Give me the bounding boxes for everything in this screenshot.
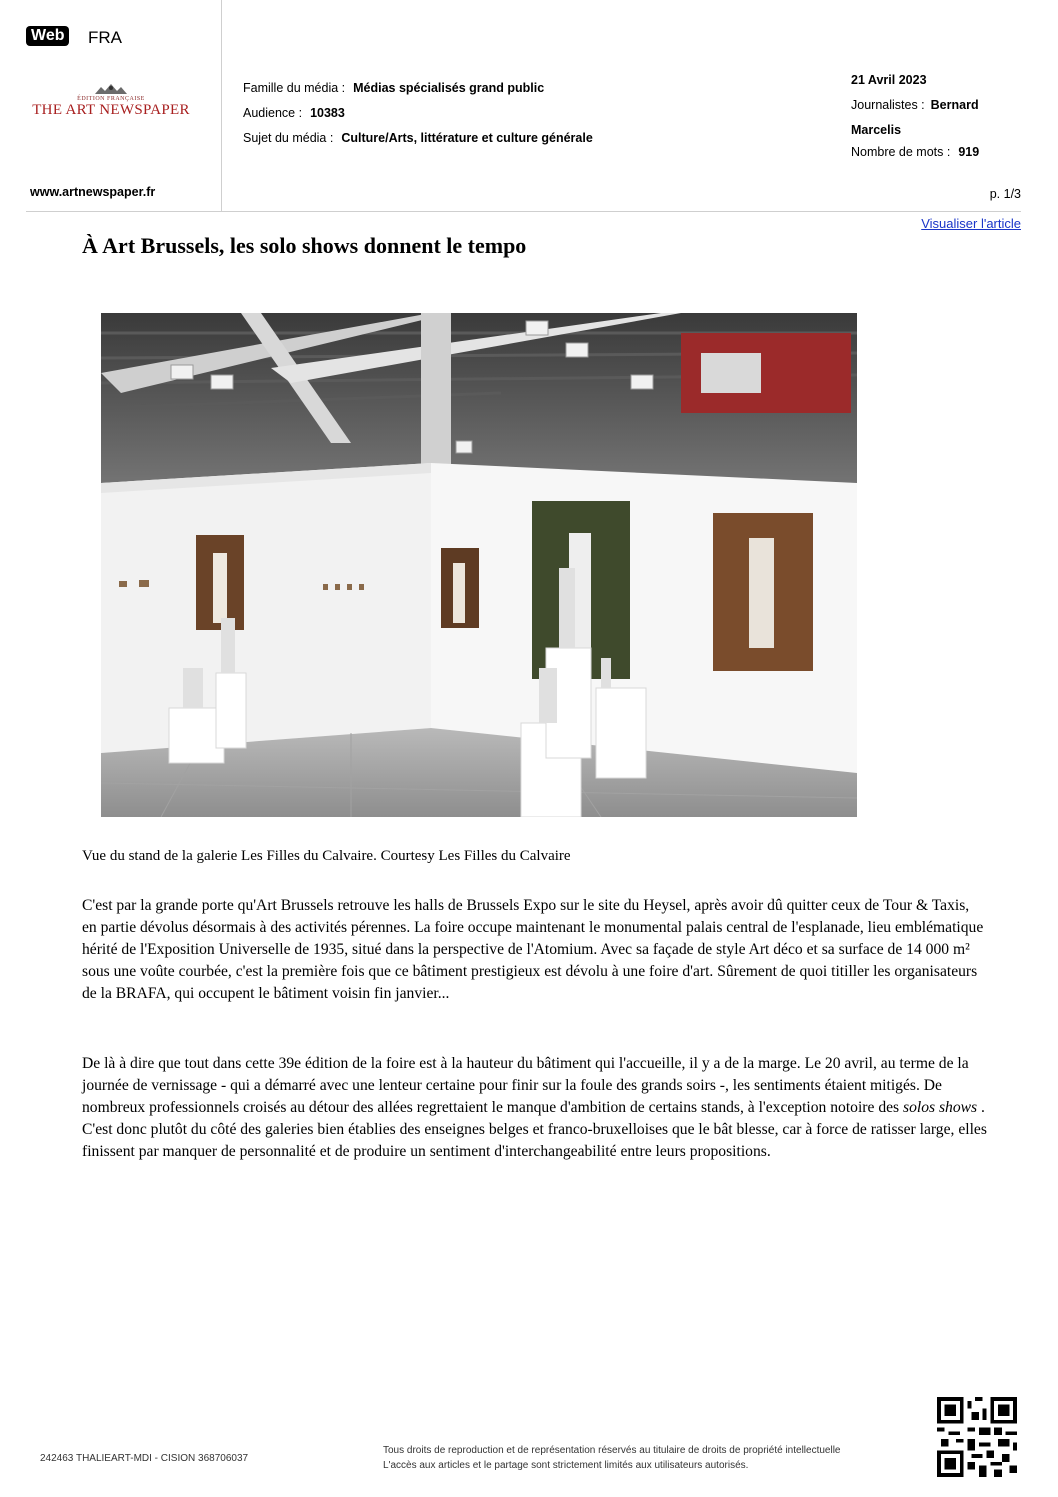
media-family-value: Médias spécialisés grand public <box>353 81 545 95</box>
crest-icon <box>91 82 131 96</box>
audience-value: 10383 <box>310 106 345 120</box>
word-count-label: Nombre de mots : <box>851 145 951 159</box>
journalists-value: Bernard <box>930 98 979 112</box>
footer-rights-line-1: Tous droits de reproduction et de représentation réservés au titulaire de droits de propriété intellectuelle <box>383 1445 841 1456</box>
logo-name: THE ART NEWSPAPER <box>32 102 190 118</box>
paragraph-2-text-a: De là à dire que tout dans cette 39e édition de la foire est à la hauteur du bâtiment qui l'accueille, il y a de la marge. Le 20 avril, au terme de la journée de vernissage - qui a démarré avec une lenteur certaine pour finir sur la foule des grands soirs -, les sentiments étaient mitigés. De nombreux professionnels croisés au détour des allées regrettaient le manque d'ambition de certains stands, à l'exception notoire des <box>82 1055 969 1116</box>
web-badge: Web <box>26 26 69 46</box>
gallery-photo-illustration <box>101 313 857 817</box>
subject-label: Sujet du média : <box>243 131 334 145</box>
footer-rights-line-2: L'accès aux articles et le partage sont strictement limités aux utilisateurs autorisés. <box>383 1460 749 1471</box>
header-divider-vertical <box>221 0 222 212</box>
publication-date: 21 Avril 2023 <box>851 73 927 87</box>
qr-code-icon <box>937 1397 1017 1477</box>
view-article-link[interactable]: Visualiser l'article <box>921 216 1021 231</box>
media-family-label: Famille du média : <box>243 81 346 95</box>
article-paragraph-2 <box>82 1053 987 1163</box>
subject-row <box>243 131 593 145</box>
website-url: www.artnewspaper.fr <box>30 185 156 199</box>
footer-document-id: 242463 THALIEART-MDI - CISION 368706037 <box>40 1453 249 1464</box>
photo-caption: Vue du stand de la galerie Les Filles du Calvaire. Courtesy Les Filles du Calvaire <box>82 848 571 864</box>
article-paragraph-1: C'est par la grande porte qu'Art Brussels retrouve les halls de Brussels Expo sur le site du Heysel, après avoir dû quitter ceux de Tour & Taxis, en partie dévolus désormais à des activités pérennes. La foire occupe maintenant le monumental palais central de l'esplanade, lieu emblématique hérité de l'Exposition Universelle de 1935, situé dans la perspective de l'Atomium. Avec sa façade de style Art déco et sa surface de 14 000 m² sous une voûte courbée, c'est la première fois que ce bâtiment prestigieux est dévolu à une foire d'art. Sûrement de quoi titiller les organisateurs de la BRAFA, qui occupent le bâtiment voisin fin janvier... <box>82 897 984 1002</box>
word-count-value: 919 <box>958 145 980 159</box>
publication-logo <box>30 82 192 119</box>
paragraph-2-emphasis: solos shows <box>903 1099 978 1116</box>
media-family-row <box>243 81 544 95</box>
audience-label: Audience : <box>243 106 303 120</box>
logo-edition: ÉDITION FRANÇAISE <box>77 96 145 102</box>
article-photo <box>101 313 857 817</box>
footer-rights <box>383 1443 841 1473</box>
language-label: FRA <box>88 28 122 47</box>
subject-value: Culture/Arts, littérature et culture générale <box>341 131 593 145</box>
word-count-row <box>851 145 979 159</box>
page-number: p. 1/3 <box>989 187 1021 201</box>
audience-row <box>243 106 345 120</box>
journalists-row <box>851 98 979 112</box>
journalists-label: Journalistes : <box>851 98 925 112</box>
article-title: À Art Brussels, les solo shows donnent le tempo <box>82 233 527 258</box>
paragraph-2-text-b: . C'est donc plutôt du côté des galeries bien établies des enseignes belges et franco-bruxelloises que le bât blesse, car à force de ratisser large, elles finissent par manquer de personnalité et de produire un sentiment d'interchangeabilité entre leurs propositions. <box>82 1099 987 1160</box>
journalists-value-continued: Marcelis <box>851 123 902 137</box>
header-divider-horizontal <box>26 211 1021 212</box>
